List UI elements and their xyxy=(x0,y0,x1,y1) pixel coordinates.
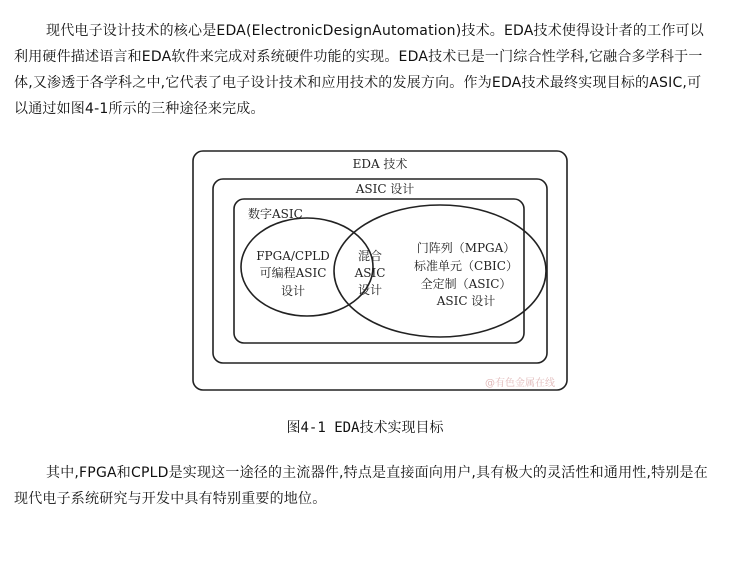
mpga-line-4: ASIC 设计 xyxy=(436,294,496,308)
fpga-line-3: 设计 xyxy=(280,284,306,298)
hybrid-line-2: ASIC xyxy=(354,266,386,280)
mpga-line-2: 标准单元（CBIC） xyxy=(414,259,518,273)
eda-outer-label: EDA 技术 xyxy=(352,157,408,171)
hybrid-line-1: 混合 xyxy=(357,249,383,263)
mpga-line-3: 全定制（ASIC） xyxy=(420,277,512,291)
watermark: @有色金属在线 xyxy=(485,378,555,389)
digital-asic-label: 数字ASIC xyxy=(248,207,303,221)
asic-design-label: ASIC 设计 xyxy=(355,182,415,196)
fpga-paragraph: 其中,FPGA和CPLD是实现这一途径的主流器件,特点是直接面向用户,具有极大的灵活性和通用性,特别是在现代电子系统研究与开发中具有特别重要的地位。 xyxy=(14,465,708,507)
fpga-line-2: 可编程ASIC xyxy=(259,266,327,280)
intro-paragraph: 现代电子设计技术的核心是EDA(ElectronicDesignAutomation)技术。EDA技术使得设计者的工作可以利用硬件描述语言和EDA软件来完成对系统硬件功能的实现。EDA技术已是一门综合性学科,它融合多学科于一体,又渗透于各学科之中,它代表了电子设计技术和应用技术的发展方向。作为EDA技术最终实现目标的ASIC,可以通过如图4-1所示的三种途径来完成。 xyxy=(14,23,704,117)
hybrid-line-3: 设计 xyxy=(357,283,383,297)
figure-caption: 图4-1 EDA技术实现目标 xyxy=(286,420,444,436)
mpga-line-1: 门阵列（MPGA） xyxy=(416,241,516,255)
fpga-line-1: FPGA/CPLD xyxy=(256,249,330,263)
